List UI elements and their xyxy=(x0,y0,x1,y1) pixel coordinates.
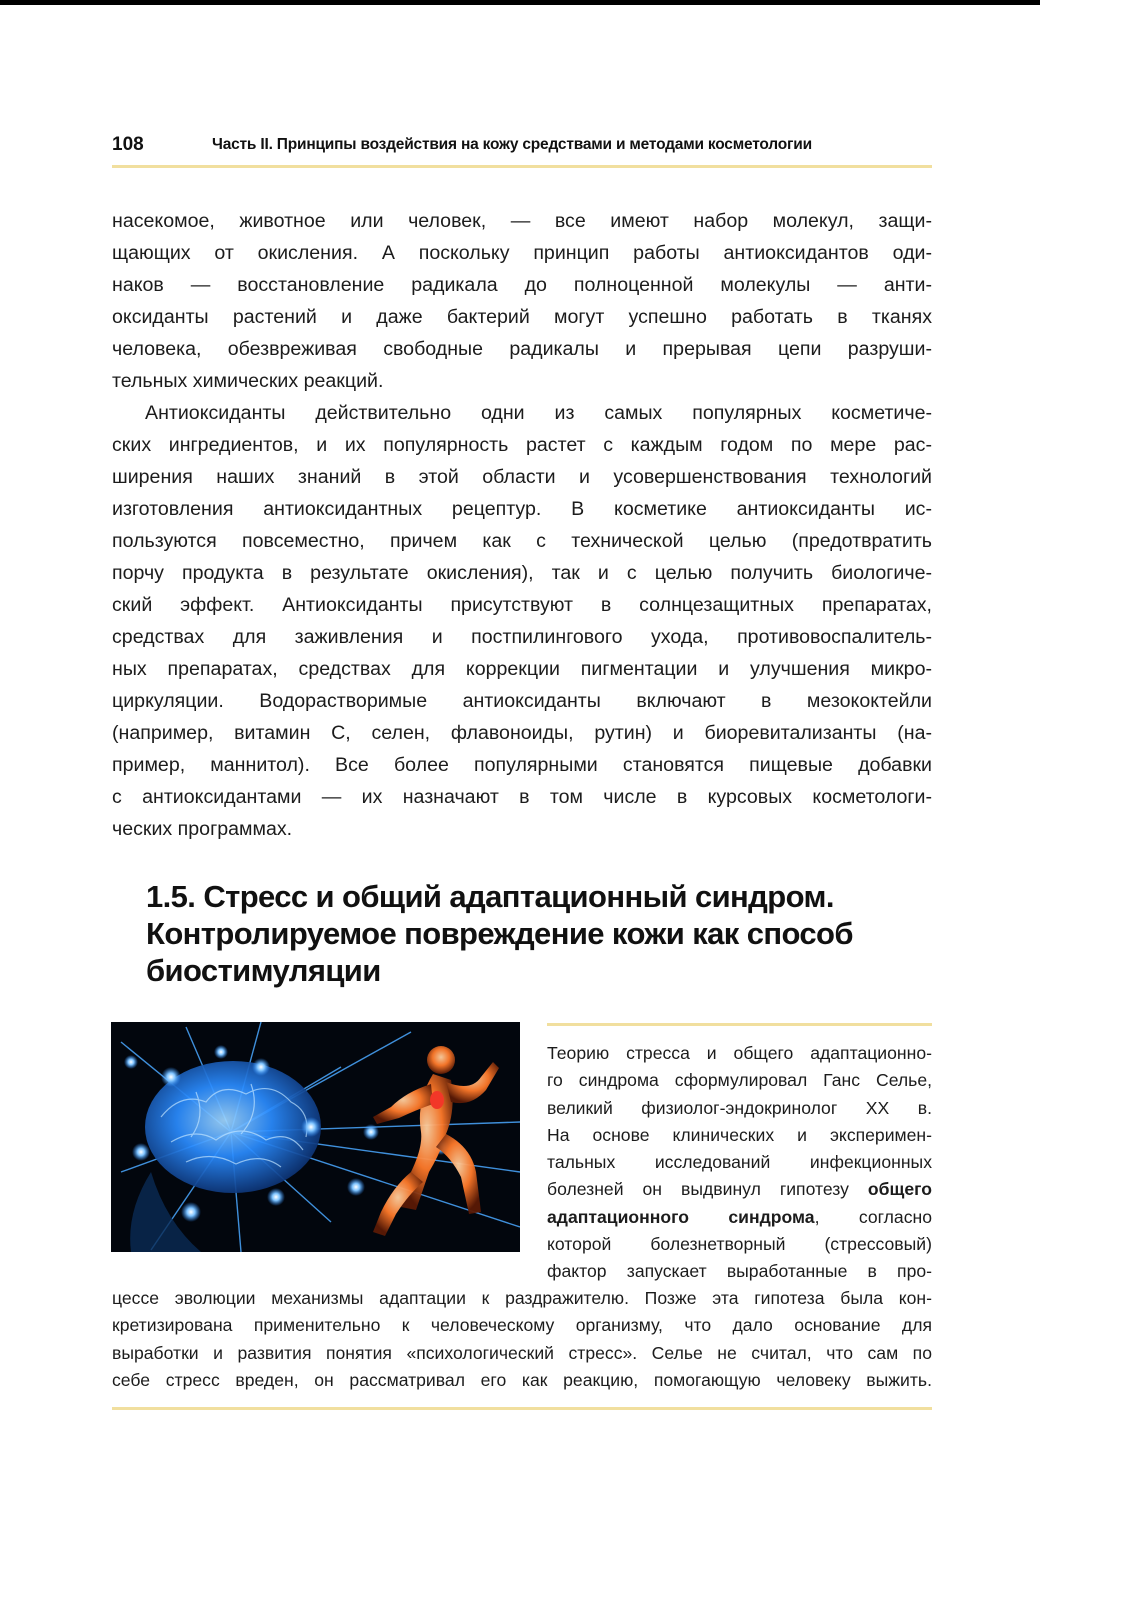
illustration-graphic xyxy=(111,1022,520,1252)
term-bold: общего xyxy=(867,1179,932,1200)
text-line: фактор запускает выработанные в про- xyxy=(547,1261,932,1282)
heading-line: 1.5. Стресс и общий адаптационный синдром. xyxy=(146,879,834,914)
text-line: ширения наших знаний в этой области и усовершенствования технологий xyxy=(112,466,932,488)
text-line: ский эффект. Антиоксиданты присутствуют в солнцезащитных препаратах, xyxy=(112,594,932,616)
text-line: порчу продукта в результате окисления), так и с целью получить биологиче- xyxy=(112,562,932,584)
box-side-text xyxy=(547,1040,932,1286)
text-line: наков — восстановление радикала до полноценной молекулы — анти- xyxy=(112,274,932,296)
text-line: Антиоксиданты действительно одни из самых популярных косметиче- xyxy=(145,402,932,424)
body-text xyxy=(112,205,932,845)
text-fragment: болезней он выдвинул гипотезу xyxy=(547,1179,868,1200)
text-line: тельных химических реакций. xyxy=(112,370,384,392)
text-line: цессе эволюции механизмы адаптации к раздражителю. Позже эта гипотеза была кон- xyxy=(112,1288,932,1308)
heading-line: Контролируемое повреждение кожи как способ xyxy=(146,916,853,951)
box-bottom-text xyxy=(112,1285,932,1394)
text-line: пример, маннитол). Все более популярными становятся пищевые добавки xyxy=(112,754,932,776)
text-line: тальных исследований инфекционных xyxy=(547,1152,932,1173)
chapter-title: Часть II. Принципы воздействия на кожу средствами и методами косметологии xyxy=(212,136,812,153)
text-line: выработки и развития понятия «психологический стресс». Селье не считал, что сам по xyxy=(112,1342,932,1363)
text-line: великий физиолог-эндокринолог XX в. xyxy=(547,1097,932,1118)
paragraph-1 xyxy=(112,205,932,397)
box-rule-top xyxy=(547,1023,932,1026)
text-line: кретизирована применительно к человеческому организму, что дало основание для xyxy=(112,1315,932,1336)
text-line xyxy=(547,1176,932,1203)
brain-runner-illustration xyxy=(111,1022,520,1252)
text-line: с антиоксидантами — их назначают в том числе в курсовых косметологи- xyxy=(112,786,932,808)
text-line: средствах для заживления и постпилингового ухода, противовоспалитель- xyxy=(112,626,932,648)
page-number: 108 xyxy=(112,134,144,155)
heading-line: биостимуляции xyxy=(146,953,381,988)
term-bold: адаптационного синдрома xyxy=(547,1206,815,1227)
text-line: ских ингредиентов, и их популярность растет с каждым годом по мере рас- xyxy=(112,434,932,456)
text-line: ческих программах. xyxy=(112,818,293,840)
text-line: щающих от окисления. А поскольку принцип работы антиоксидантов оди- xyxy=(112,242,932,264)
text-line: пользуются повсеместно, причем как с технической целью (предотвратить xyxy=(112,530,932,552)
text-line: человека, обезвреживая свободные радикалы и прерывая цепи разруши- xyxy=(112,338,932,360)
header-rule xyxy=(112,165,932,168)
box-rule-bottom xyxy=(112,1407,932,1410)
text-line: циркуляции. Водорастворимые антиоксиданты включают в мезококтейли xyxy=(112,690,932,712)
text-line: На основе клинических и эксперимен- xyxy=(547,1124,932,1145)
text-line: которой болезнетворный (стрессовый) xyxy=(547,1234,932,1255)
text-line: ных препаратах, средствах для коррекции пигментации и улучшения микро- xyxy=(112,658,932,680)
text-line: (например, витамин С, селен, флавоноиды, рутин) и биоревитализанты (на- xyxy=(112,722,932,744)
text-line: насекомое, животное или человек, — все имеют набор молекул, защи- xyxy=(112,210,932,232)
text-fragment: , согласно xyxy=(814,1206,932,1227)
top-edge-bar xyxy=(0,0,1040,5)
text-line xyxy=(547,1204,932,1231)
text-line: себе стресс вреден, он рассматривал его как реакцию, помогающую человеку выжить. xyxy=(112,1369,932,1390)
section-heading xyxy=(146,878,936,989)
text-line: изготовления антиоксидантных рецептур. В косметике антиоксиданты ис- xyxy=(112,498,932,520)
text-line: Теорию стресса и общего адаптационно- xyxy=(547,1043,932,1063)
running-head xyxy=(112,134,932,158)
text-line: го синдрома сформулировал Ганс Селье, xyxy=(547,1070,932,1091)
paragraph-2 xyxy=(112,397,932,845)
text-line: оксиданты растений и даже бактерий могут успешно работать в тканях xyxy=(112,306,932,328)
